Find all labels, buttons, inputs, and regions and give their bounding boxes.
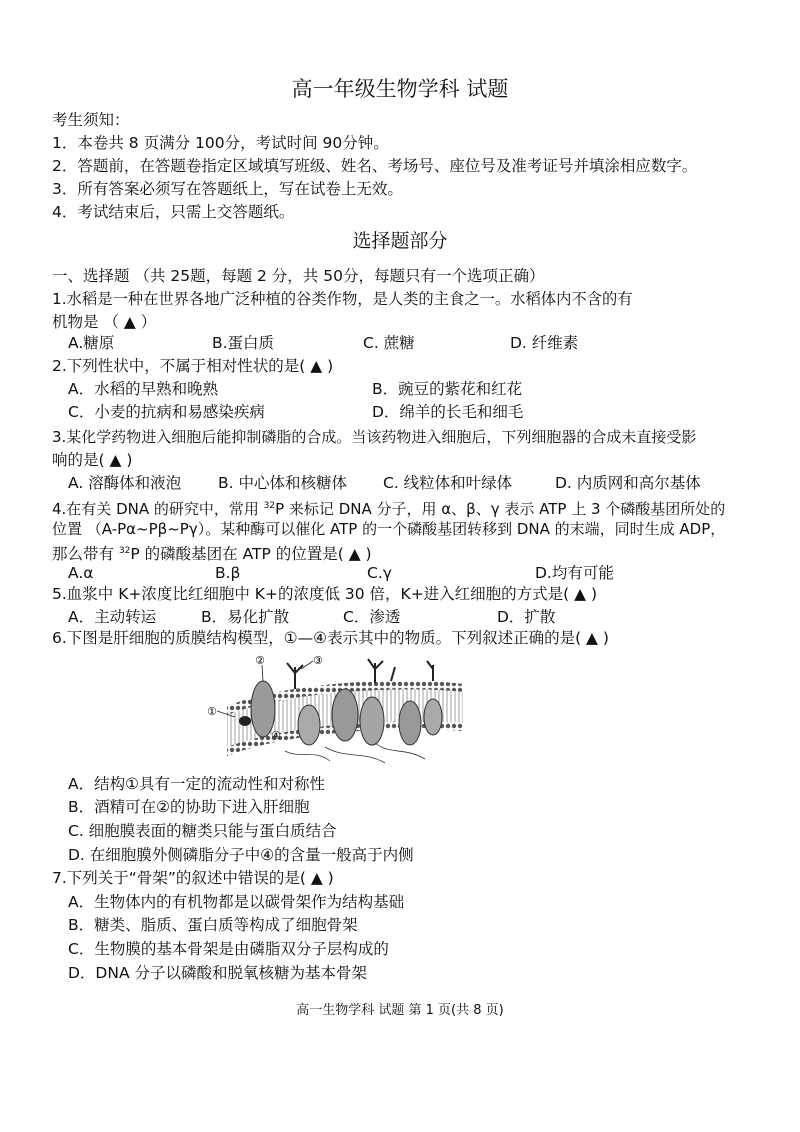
q4-option-a: A.α: [68, 564, 94, 582]
q6-option-a: A．结构①具有一定的流动性和对称性: [68, 775, 325, 793]
q7-option-a: A．生物体内的有机物都是以碳骨架作为结构基础: [68, 893, 405, 911]
notice-item-3: 3．所有答案必须写在答题纸上，写在试卷上无效。: [52, 180, 403, 198]
q3-option-d: D. 内质网和高尔基体: [555, 474, 701, 492]
q6-stem: 6.下图是肝细胞的质膜结构模型，①—④表示其中的物质。下列叙述正确的是( ▲ ): [52, 629, 609, 647]
q2-option-d: D．绵羊的长毛和细毛: [372, 403, 524, 421]
notice-heading: 考生须知：: [52, 111, 130, 129]
q4-stem-line-2: 位置 （A-Pα~Pβ~Pγ）。某种酶可以催化 ATP 的一个磷酸基团转移到 DNA 的末端，同时生成 ADP，: [52, 520, 726, 538]
q7-option-c: C．生物膜的基本骨架是由磷脂双分子层构成的: [68, 940, 389, 958]
q6-option-c: C. 细胞膜表面的糖类只能与蛋白质结合: [68, 822, 337, 840]
q4-stem-line-1: [52, 495, 725, 520]
q1-option-b: B.蛋白质: [212, 334, 275, 352]
cytoskeleton-fibers: [285, 743, 425, 763]
q2-option-a: A．水稻的早熟和晚熟: [68, 380, 219, 398]
notice-item-2: 2．答题前，在答题卷指定区域填写班级、姓名、考场号、座位号及准考证号并填涂相应数字。: [52, 157, 698, 175]
q4-line-1-text-b: P 来标记 DNA 分子，用 α、β、γ 表示 ATP 上 3 个磷酸基团所处的: [275, 500, 726, 518]
q4-line-1-superscript: 32: [263, 501, 276, 511]
q4-line-3-superscript: 32: [118, 546, 131, 556]
q3-option-a: A. 溶酶体和液泡: [68, 474, 182, 492]
q1-option-d: D. 纤维素: [510, 334, 579, 352]
membrane-structure-figure: [205, 651, 467, 769]
membrane-protein: [360, 697, 384, 745]
figure-label-4: ④: [271, 729, 281, 742]
q3-option-c: C. 线粒体和叶绿体: [383, 474, 513, 492]
membrane-protein: [332, 689, 358, 741]
notice-item-1: 1．本卷共 8 页满分 100分，考试时间 90分钟。: [52, 134, 389, 152]
q2-option-b: B．豌豆的紫花和红花: [372, 380, 523, 398]
figure-label-3: ③: [313, 654, 323, 667]
q2-option-c: C．小麦的抗病和易感染疾病: [68, 403, 265, 421]
section-title: 选择题部分: [352, 230, 448, 252]
q5-stem: 5.血浆中 K+浓度比红细胞中 K+的浓度低 30 倍，K+进入红细胞的方式是( ▲ ): [52, 585, 598, 603]
part-heading: 一、选择题 （共 25题，每题 2 分，共 50分，每题只有一个选项正确）: [52, 267, 545, 285]
q1-stem-line-1: 1.水稻是一种在世界各地广泛种植的谷类作物，是人类的主食之一。水稻体内不含的有: [52, 290, 633, 308]
q4-option-c: C.γ: [367, 564, 392, 582]
q4-option-b: B.β: [215, 564, 241, 582]
notice-item-4: 4．考试结束后，只需上交答题纸。: [52, 203, 295, 221]
q6-option-b: B．酒精可在②的协助下进入肝细胞: [68, 798, 310, 816]
peripheral-protein: [239, 716, 251, 726]
q3-option-b: B. 中心体和核糖体: [218, 474, 347, 492]
q4-line-3-text-a: 那么带有: [52, 545, 119, 564]
q6-option-d: D. 在细胞膜外侧磷脂分子中④的含量一般高于内侧: [68, 846, 414, 864]
q2-stem: 2.下列性状中，不属于相对性状的是( ▲ ): [52, 357, 334, 375]
q1-option-a: A.糖原: [68, 334, 115, 352]
membrane-protein: [424, 699, 442, 735]
q5-option-c: C．渗透: [343, 608, 401, 626]
q1-option-c: C. 蔗糖: [363, 334, 415, 352]
q4-line-1-text-a: 4.在有关 DNA 的研究中，常用: [52, 500, 264, 518]
q5-option-d: D．扩散: [497, 608, 556, 626]
q3-stem-line-2: 响的是( ▲ ): [52, 451, 133, 469]
figure-label-2: ②: [255, 654, 265, 667]
page-footer: 高一生物学科 试题 第 1 页(共 8 页): [296, 1003, 504, 1018]
q7-stem: 7.下列关于“骨架”的叙述中错误的是( ▲ ): [52, 869, 334, 887]
membrane-protein: [399, 701, 421, 745]
q4-option-d: D.均有可能: [535, 564, 614, 582]
q5-option-a: A．主动转运: [68, 608, 157, 626]
q7-option-d: D．DNA 分子以磷酸和脱氧核糖为基本骨架: [68, 964, 367, 982]
figure-label-1: ①: [207, 705, 217, 718]
q4-stem-line-3: [52, 540, 372, 565]
q4-line-3-text-b: P 的磷酸基团在 ATP 的位置是( ▲ ): [130, 545, 372, 564]
q3-stem-line-1: 3.某化学药物进入细胞后能抑制磷脂的合成。当该药物进入细胞后，下列细胞器的合成未直接受影: [52, 428, 697, 446]
page-title: 高一年级生物学科 试题: [291, 77, 509, 101]
q5-option-b: B．易化扩散: [201, 608, 290, 626]
membrane-protein: [298, 705, 320, 745]
q7-option-b: B．糖类、脂质、蛋白质等构成了细胞骨架: [68, 916, 358, 934]
q1-stem-line-2: 机物是 （ ▲ ）: [52, 313, 157, 331]
